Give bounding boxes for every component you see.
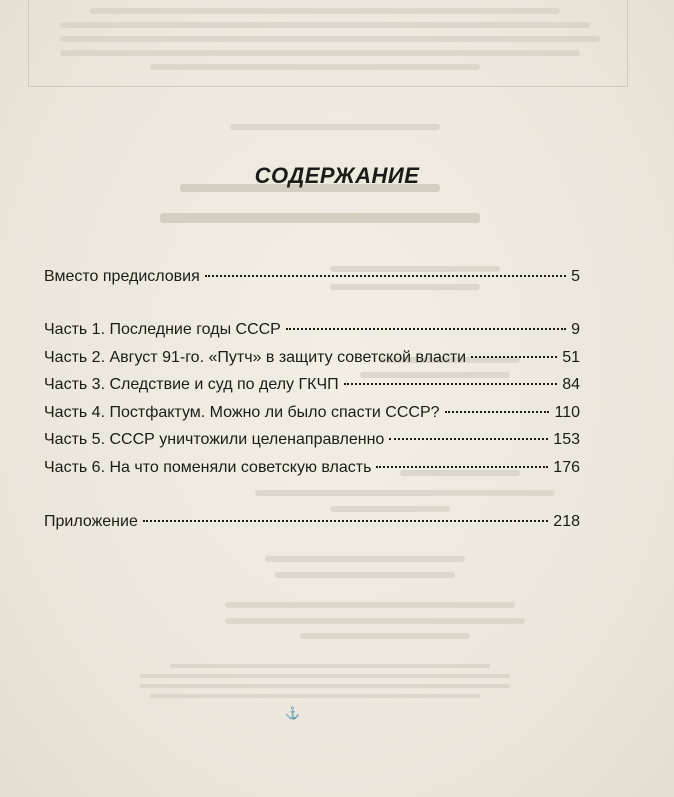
toc-entry bbox=[44, 268, 580, 292]
toc-entry-title: Часть 6. На что поменяли советскую власть bbox=[44, 459, 372, 476]
toc-entry-page: 5 bbox=[571, 268, 580, 285]
page-title: СОДЕРЖАНИЕ bbox=[254, 162, 420, 188]
show-through-line bbox=[160, 213, 480, 223]
toc-entry-title: Часть 2. Август 91-го. «Путч» в защиту советской власти bbox=[44, 349, 467, 366]
toc-entry-page: 110 bbox=[554, 404, 580, 421]
show-through-line bbox=[330, 506, 450, 512]
toc-entry-page: 9 bbox=[571, 321, 580, 338]
toc-entry bbox=[44, 431, 580, 455]
dot-leader bbox=[376, 466, 548, 468]
dot-leader bbox=[445, 411, 550, 413]
toc-entry-page: 153 bbox=[553, 431, 580, 448]
dot-leader bbox=[471, 356, 557, 358]
toc-entry-page: 84 bbox=[562, 376, 580, 393]
show-through-line bbox=[255, 490, 555, 496]
toc-entry-title: Часть 4. Постфактум. Можно ли было спасти СССР? bbox=[44, 404, 440, 421]
toc-entry-page: 176 bbox=[553, 459, 580, 476]
toc-entry bbox=[44, 404, 580, 428]
toc-entry-title: Часть 5. СССР уничтожили целенаправленно bbox=[44, 431, 385, 448]
toc-entry bbox=[44, 321, 580, 345]
show-through-line bbox=[275, 572, 455, 578]
toc-entry bbox=[44, 513, 580, 537]
dot-leader bbox=[205, 275, 566, 277]
show-through-line bbox=[90, 8, 560, 14]
show-through-line bbox=[150, 64, 480, 70]
toc-entry-title: Часть 3. Следствие и суд по делу ГКЧП bbox=[44, 376, 339, 393]
dot-leader bbox=[143, 520, 548, 522]
show-through-line bbox=[265, 556, 465, 562]
show-through-line bbox=[60, 36, 600, 42]
dot-leader bbox=[389, 438, 548, 440]
toc-entry bbox=[44, 349, 580, 373]
toc-entry-title: Часть 1. Последние годы СССР bbox=[44, 321, 281, 338]
toc-entry bbox=[44, 376, 580, 400]
toc-entry-page: 51 bbox=[562, 349, 580, 366]
toc-entry-title: Приложение bbox=[44, 513, 138, 530]
toc-entry-title: Вместо предисловия bbox=[44, 268, 200, 285]
show-through-line bbox=[170, 664, 490, 668]
show-through-line bbox=[140, 674, 510, 678]
dot-leader bbox=[286, 328, 566, 330]
show-through-line bbox=[60, 22, 590, 28]
show-through-line bbox=[225, 602, 515, 608]
show-through-mark: ⚓ bbox=[285, 706, 300, 720]
show-through-line bbox=[150, 694, 480, 698]
show-through-line bbox=[300, 633, 470, 639]
dot-leader bbox=[344, 383, 558, 385]
show-through-line bbox=[60, 50, 580, 56]
show-through-line bbox=[140, 684, 510, 688]
show-through-line bbox=[225, 618, 525, 624]
toc-entry-page: 218 bbox=[553, 513, 580, 530]
toc-entry bbox=[44, 459, 580, 483]
show-through-line bbox=[230, 124, 440, 130]
